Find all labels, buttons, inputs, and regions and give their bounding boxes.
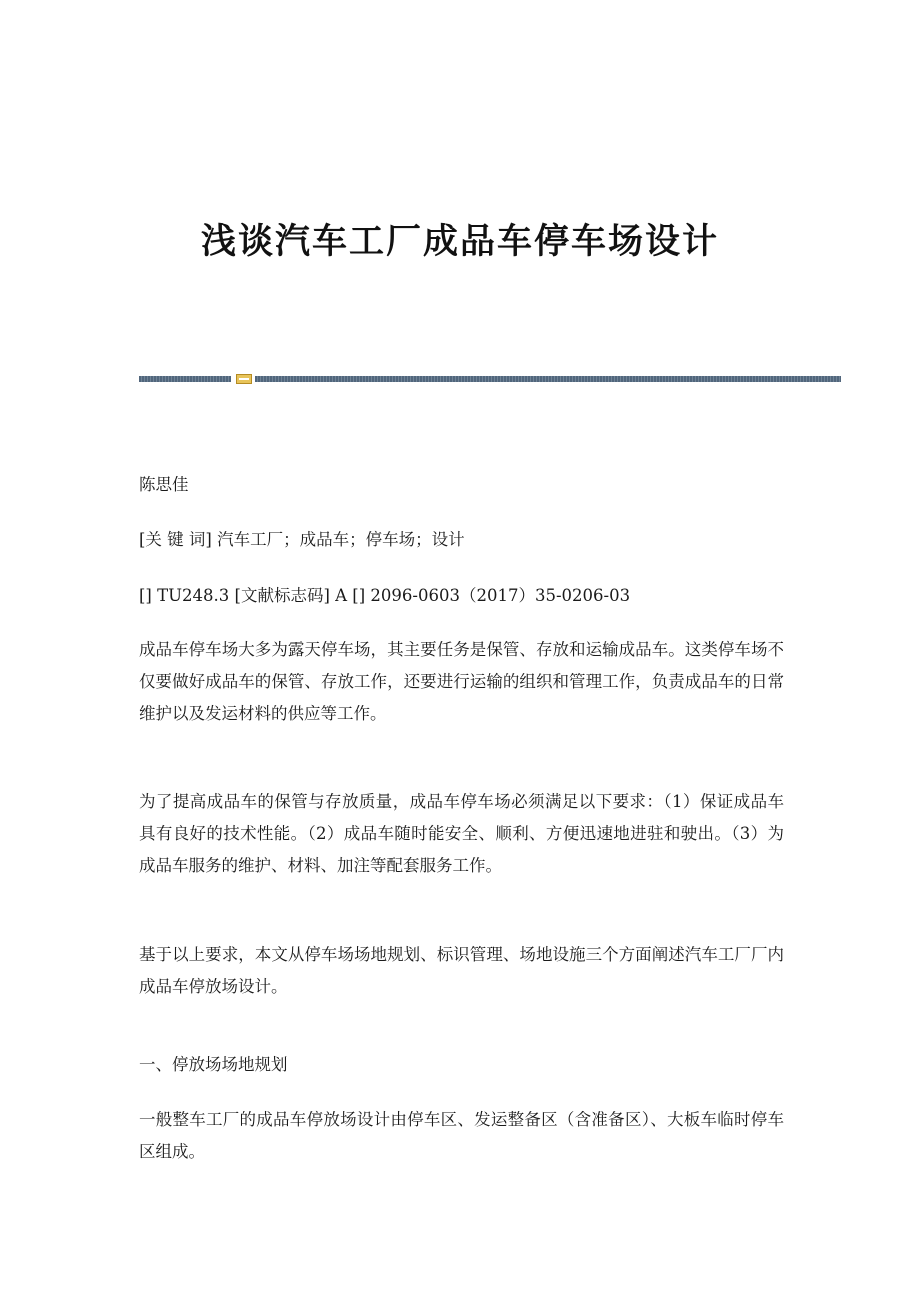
- keywords-line: [关 键 词] 汽车工厂；成品车；停车场；设计: [139, 530, 465, 549]
- paragraph-1: 成品车停车场大多为露天停车场，其主要任务是保管、存放和运输成品车。这类停车场不仅要做好成品车的保管、存放工作，还要进行运输的组织和管理工作，负责成品车的日常维护以及发运材料的供应等工作。: [139, 640, 784, 723]
- section-paragraph: 一般整车工厂的成品车停放场设计由停车区、发运整备区（含准备区）、大板车临时停车区组成。: [139, 1110, 784, 1161]
- title-divider: [139, 375, 841, 383]
- divider-bar-left: [139, 376, 231, 382]
- paragraph-3: 基于以上要求，本文从停车场场地规划、标识管理、场地设施三个方面阐述汽车工厂厂内成品车停放场设计。: [139, 945, 784, 996]
- divider-emblem-icon: [236, 374, 252, 384]
- section-heading: 一、停放场场地规划: [139, 1055, 288, 1074]
- document-title: 浅谈汽车工厂成品车停车场设计: [200, 222, 719, 262]
- classification-line: [] TU248.3 [文献标志码] A [] 2096-0603（2017）35-0206-03: [139, 586, 631, 605]
- author-name: 陈思佳: [139, 475, 189, 494]
- paragraph-2: 为了提高成品车的保管与存放质量，成品车停车场必须满足以下要求：（1）保证成品车具有良好的技术性能。（2）成品车随时能安全、顺利、方便迅速地进驻和驶出。（3）为成品车服务的维护、材料、加注等配套服务工作。: [139, 792, 784, 875]
- divider-bar-right: [255, 376, 841, 382]
